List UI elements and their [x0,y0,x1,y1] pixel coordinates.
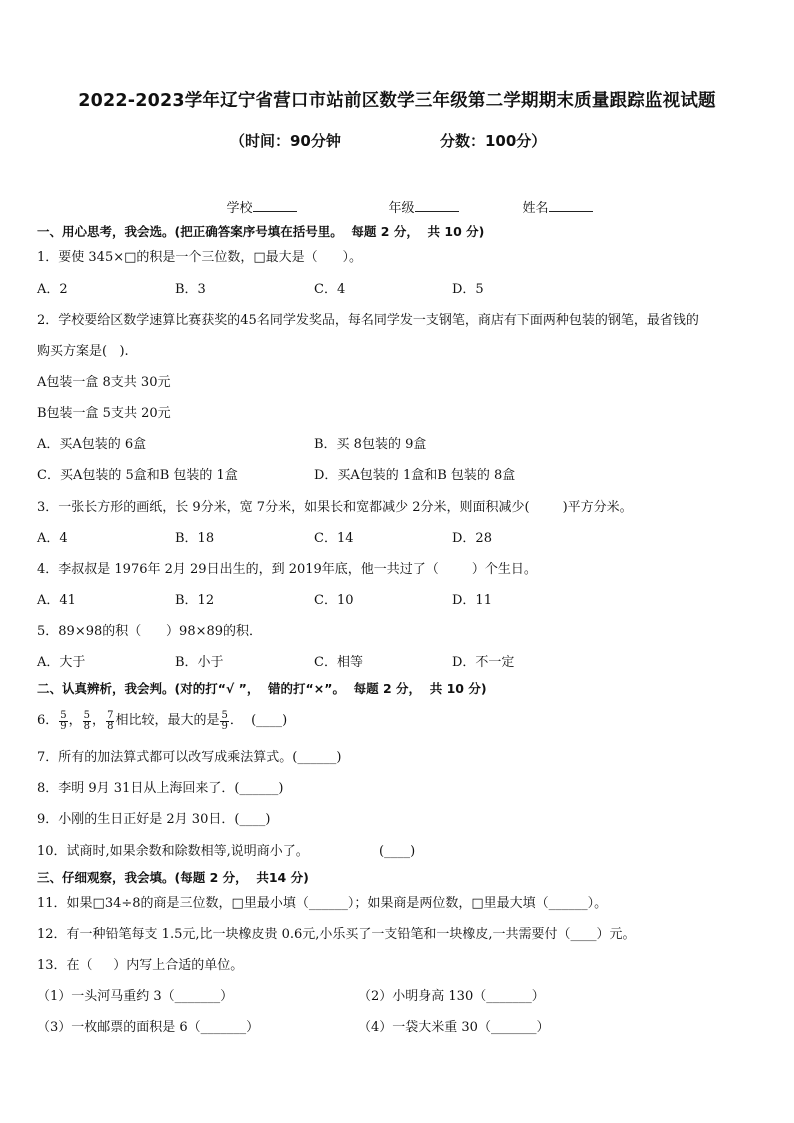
name-blank[interactable] [549,199,593,212]
q4-option-c: C．10 [314,593,354,608]
fraction-numerator: 5 [221,709,228,721]
q5-option-a: A．大于 [37,655,86,670]
q4-option-b: B．12 [175,593,215,608]
fraction-denominator: 8 [83,720,91,732]
q13-item-1: （1）一头河马重约 3（_______） [37,989,234,1004]
q4-option-a: A．41 [37,593,76,608]
q13-item-3: （3）一枚邮票的面积是 6（_______） [37,1020,260,1035]
page-title: 2022-2023学年辽宁省营口市站前区数学三年级第二学期期末质量跟踪监视试题 [78,91,716,111]
grade-blank[interactable] [415,199,459,212]
q2-package-b: B包装一盒 5支共 20元 [37,406,171,421]
question-4: 4．李叔叔是 1976年 2月 29日出生的，到 2019年底，他一共过了（ ）个生日。 [37,562,537,577]
question-2: 2．学校要给区数学速算比赛获奖的45名同学发奖品，每名同学发一支钢笔，商店有下面两种包装的钢笔，最省钱的 [37,313,699,328]
fraction-5-9-answer [220,711,228,732]
name-field[interactable] [506,182,593,231]
exam-score: 分数：100分） [440,132,547,150]
q3-option-a: A．4 [37,531,68,546]
fraction-denominator: 8 [107,720,114,732]
question-11: 11．如果□34÷8的商是三位数，□里最小填（______）；如果商是两位数，□里最大填（______）。 [37,896,608,911]
q6-prefix: 6． [37,713,59,728]
fraction-7-8 [106,711,114,732]
q6-middle-text: 相比较，最大的是 [115,713,220,728]
question-8: 8．李明 9月 31日从上海回来了．(______) [37,781,284,796]
q1-option-b: B．3 [175,282,206,297]
q13-item-2: （2）小明身高 130（_______） [358,989,545,1004]
exam-time: （时间：90分钟 [230,132,341,150]
question-6: 6． $\frac{5}{9}$ ， $\frac{5}{8}$ ， $\frac{7}{8}$ 相比较，最大的是 $\frac{5}{9}$ ． (____) [37,709,288,732]
fraction-numerator: 7 [107,709,114,721]
fraction-denominator: 9 [60,720,67,732]
q5-option-d: D．不一定 [452,655,515,670]
section-2-heading: 二、认真辨析，我会判。(对的打“√ ”， 错的打“×”。 每题 2 分， 共 10 分) [37,681,487,696]
q5-option-b: B．小于 [175,655,224,670]
fraction-denominator: 9 [221,720,228,732]
school-label: 学校 [226,201,253,216]
fraction-5-8 [83,711,91,732]
q3-option-b: B．18 [175,531,215,546]
q2-package-a: A包装一盒 8支共 30元 [37,375,171,390]
section-1-heading: 一、用心思考，我会选。(把正确答案序号填在括号里。 每题 2 分， 共 10 分) [37,224,485,239]
question-2-cont: 购买方案是( ). [37,344,129,359]
q4-option-d: D．11 [452,593,492,608]
q13-item-4: （4）一袋大米重 30（_______） [358,1020,550,1035]
question-13: 13．在（ ）内写上合适的单位。 [37,958,244,973]
q5-option-c: C．相等 [314,655,363,670]
question-12: 12．有一种铅笔每支 1.5元,比一块橡皮贵 0.6元,小乐买了一支铅笔和一块橡皮,一共需要付（____）元。 [37,927,636,942]
question-10: 10．试商时,如果余数和除数相等,说明商小了。 (____) [37,844,416,859]
q2-option-c: C．买A包装的 5盒和B 包装的 1盒 [37,468,238,483]
school-blank[interactable] [253,199,297,212]
q6-end-text: ． (____) [229,713,288,728]
question-5: 5．89×98的积（ ）98×89的积． [37,624,263,639]
grade-label: 年级 [388,201,415,216]
q3-option-c: C．14 [314,531,354,546]
q2-option-d: D．买A包装的 1盒和B 包装的 8盒 [314,468,516,483]
q1-option-a: A．2 [37,282,68,297]
q2-option-a: A．买A包装的 6盒 [37,437,147,452]
q3-option-d: D．28 [452,531,492,546]
fraction-numerator: 5 [60,709,67,721]
question-3: 3．一张长方形的画纸，长 9分米，宽 7分米，如果长和宽都减少 2分米，则面积减少( )平方分米。 [37,500,633,515]
q1-option-d: D．5 [452,282,484,297]
question-1: 1．要使 345×□的积是一个三位数，□最大是（ ）。 [37,250,362,265]
name-label: 姓名 [522,201,549,216]
q2-option-b: B．买 8包装的 9盒 [314,437,427,452]
fraction-numerator: 5 [83,709,91,721]
question-7: 7．所有的加法算式都可以改写成乘法算式。(______) [37,750,342,765]
q1-option-c: C．4 [314,282,346,297]
fraction-5-9 [59,711,67,732]
section-3-heading: 三、仔细观察，我会填。(每题 2 分， 共14 分) [37,870,309,885]
question-9: 9．小刚的生日正好是 2月 30日．(____) [37,812,271,827]
